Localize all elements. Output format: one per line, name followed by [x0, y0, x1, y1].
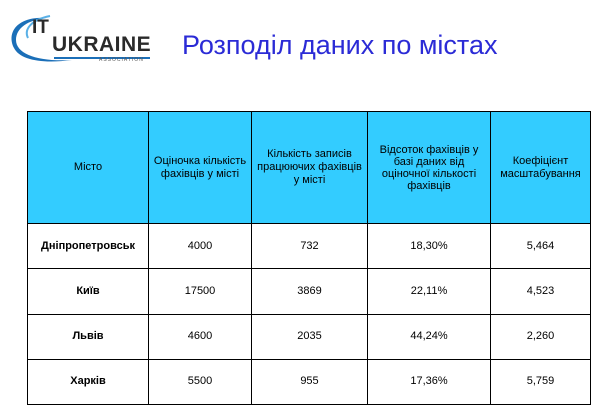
cell-estimated-count: 5500 — [149, 359, 252, 404]
cell-estimated-count: 17500 — [149, 269, 252, 314]
table-header-row — [28, 112, 591, 224]
logo-ukraine-text: UKRAINE — [52, 33, 152, 56]
cell-records-count: 3869 — [252, 269, 368, 314]
cell-scaling-coefficient: 5,464 — [491, 224, 591, 269]
table-row — [28, 224, 591, 269]
cell-city: Харків — [28, 359, 149, 404]
it-ukraine-logo — [2, 10, 152, 70]
cell-records-count: 2035 — [252, 314, 368, 359]
logo-association-text: ASSOCIATION — [99, 57, 144, 63]
cell-scaling-coefficient: 4,523 — [491, 269, 591, 314]
cell-records-count: 955 — [252, 359, 368, 404]
cell-estimated-count: 4000 — [149, 224, 252, 269]
header-records-count: Кількість записів працюючих фахівців у місті — [252, 112, 368, 224]
cell-records-count: 732 — [252, 224, 368, 269]
cell-city: Київ — [28, 269, 149, 314]
table-row — [28, 314, 591, 359]
header-estimated-count: Оціночка кількість фахівців у місті — [149, 112, 252, 224]
cell-scaling-coefficient: 2,260 — [491, 314, 591, 359]
header-scaling-coefficient: Коефіцієнт масштабування — [491, 112, 591, 224]
header-percentage: Відсоток фахівців у базі даних від оціночної кількості фахівців — [368, 112, 491, 224]
cell-city: Львів — [28, 314, 149, 359]
city-data-table — [27, 111, 591, 405]
cell-scaling-coefficient: 5,759 — [491, 359, 591, 404]
cell-percentage: 22,11% — [368, 269, 491, 314]
slide-title: Розподіл даних по містах — [182, 30, 498, 60]
cell-percentage: 18,30% — [368, 224, 491, 269]
table-row — [28, 359, 591, 404]
logo-it-text: IT — [32, 17, 49, 38]
header-city: Місто — [28, 112, 149, 224]
table-row — [28, 269, 591, 314]
cell-estimated-count: 4600 — [149, 314, 252, 359]
cell-percentage: 17,36% — [368, 359, 491, 404]
cell-percentage: 44,24% — [368, 314, 491, 359]
cell-city: Дніпропетровськ — [28, 224, 149, 269]
